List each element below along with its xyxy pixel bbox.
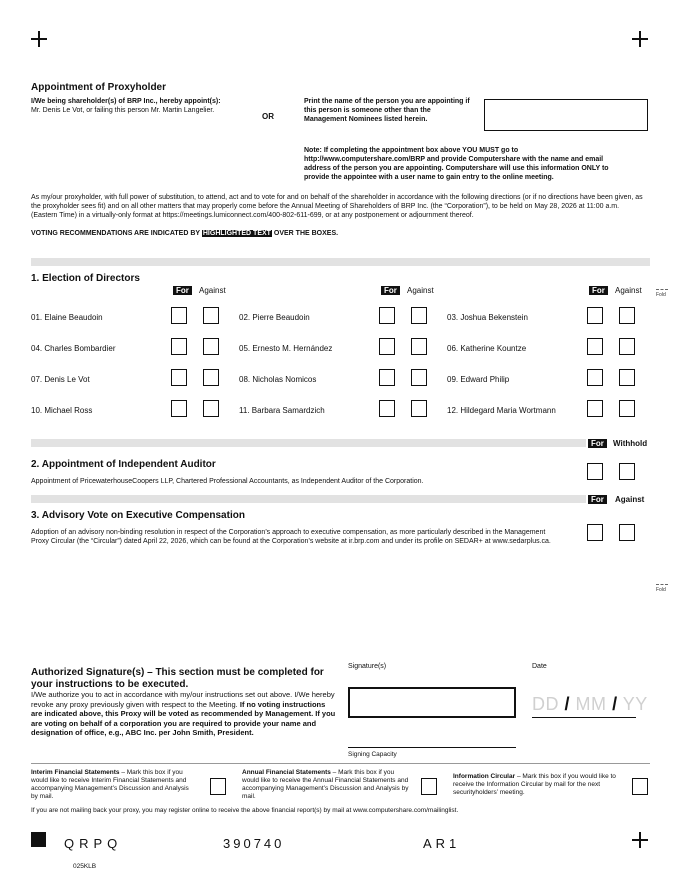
highlighted-text-sample: HIGHLIGHTED TEXT <box>202 230 271 237</box>
registration-mark-icon <box>31 31 47 47</box>
directors-for-header: For <box>173 286 192 295</box>
authority-text: As my/our proxyholder, with full power of substitution, to attend, act and to vote for and on behalf of the shareholder in accordance with the following directions (or if no directions have been given, as the proxyholder sees fit) and on all other matters that may properly come before the Annual Meeting of Shareholders of BRP Inc. (the “Corporation”), to be held on May 28, 2026 at 11:00 a.m. (Eastern Time) in a virtually-only format at https://meetings.lumiconnect.com/400-802-611-699, or at any postponement or adjournment thereof. <box>31 194 643 219</box>
interim-statements-checkbox[interactable] <box>210 778 226 795</box>
director-against-checkbox[interactable] <box>619 400 635 417</box>
form-code-middle: 390740 <box>223 836 285 851</box>
advisory-for-header: For <box>588 495 607 504</box>
directors-title: 1. Election of Directors <box>31 273 140 284</box>
advisory-for-checkbox[interactable] <box>587 524 603 541</box>
director-for-checkbox[interactable] <box>379 400 395 417</box>
director-name: 12. Hildegard Maria Wortmann <box>447 406 556 415</box>
directors-for-header: For <box>589 286 608 295</box>
appoint-text: I/We being shareholder(s) of BRP Inc., hereby appoint(s): <box>31 98 221 105</box>
section-divider <box>31 495 586 503</box>
director-against-checkbox[interactable] <box>619 338 635 355</box>
director-for-checkbox[interactable] <box>171 338 187 355</box>
voting-recommendations-note: VOTING RECOMMENDATIONS ARE INDICATED BY HIGHLIGHTED TEXT OVER THE BOXES. <box>31 230 339 237</box>
auditor-withhold-header: Withhold <box>613 439 648 448</box>
director-against-checkbox[interactable] <box>203 307 219 324</box>
director-name: 10. Michael Ross <box>31 406 93 415</box>
proxyholder-title: Appointment of Proxyholder <box>31 82 166 93</box>
director-for-checkbox[interactable] <box>379 369 395 386</box>
date-underline <box>532 717 636 718</box>
date-label: Date <box>532 663 547 670</box>
fold-marker: Fold <box>656 587 666 593</box>
advisory-against-checkbox[interactable] <box>619 524 635 541</box>
advisory-against-header: Against <box>615 495 645 504</box>
signing-capacity-label: Signing Capacity <box>348 751 397 758</box>
signature-field[interactable] <box>348 687 516 718</box>
advisory-title: 3. Advisory Vote on Executive Compensation <box>31 510 245 521</box>
director-against-checkbox[interactable] <box>203 338 219 355</box>
director-name: 02. Pierre Beaudoin <box>239 313 310 322</box>
director-for-checkbox[interactable] <box>379 307 395 324</box>
annual-statements-text: Annual Financial Statements – Mark this box if you would like to receive the Annual Financial Statements and accompanying Management’s Discussion and Analysis by mail. <box>242 769 409 800</box>
director-name: 05. Ernesto M. Hernández <box>239 344 333 353</box>
signing-capacity-line[interactable] <box>348 747 516 748</box>
information-circular-checkbox[interactable] <box>632 778 648 795</box>
director-for-checkbox[interactable] <box>171 400 187 417</box>
auditor-text: Appointment of PricewaterhouseCoopers LLP, Chartered Professional Accountants, as Independent Auditor of the Corporation. <box>31 478 424 485</box>
director-name: 11. Barbara Samardzich <box>239 406 325 415</box>
director-for-checkbox[interactable] <box>587 400 603 417</box>
date-field[interactable]: DD / MM / YY <box>532 694 648 714</box>
signature-authorization-text: I/We authorize you to act in accordance with my/our instructions set out above. I/We hereby revoke any proxy previously given with respect to the Meeting. If no voting instructions are indicated above, this Proxy will be voted as recommended by Management. If you are voting on behalf of a corporation you are required to provide your name and designation of office, e.g., ABC Inc. per John Smith, President. <box>31 690 336 737</box>
director-name: 08. Nicholas Nomicos <box>239 375 317 384</box>
director-for-checkbox[interactable] <box>171 369 187 386</box>
director-name: 06. Katherine Kountze <box>447 344 527 353</box>
director-name: 07. Denis Le Vot <box>31 375 90 384</box>
signature-label: Signature(s) <box>348 663 387 670</box>
director-for-checkbox[interactable] <box>171 307 187 324</box>
small-code: 025KLB <box>73 863 97 870</box>
directors-against-header: Against <box>407 286 434 295</box>
advisory-text: Adoption of an advisory non-binding resolution in respect of the Corporation’s approach to executive compensation, as more particularly described in the Management Proxy Circular (the “Circular”) dated April 22, 2026, which can be found at the Corporation’s website at ir.brp.com and under its profile on SEDAR+ at www.sedarplus.ca. <box>31 529 551 545</box>
director-name: 03. Joshua Bekenstein <box>447 313 528 322</box>
fold-marker: Fold <box>656 292 666 298</box>
registration-mark-icon <box>632 832 648 848</box>
information-circular-text: Information Circular – Mark this box if you would like to receive the Information Circular by mail for the next securityholders’ meeting. <box>453 773 616 796</box>
director-name: 01. Elaine Beaudoin <box>31 313 103 322</box>
divider <box>31 763 650 764</box>
form-code-right: AR1 <box>423 836 461 851</box>
director-against-checkbox[interactable] <box>203 369 219 386</box>
registration-mark-icon <box>632 31 648 47</box>
auditor-for-checkbox[interactable] <box>587 463 603 480</box>
director-name: 04. Charles Bombardier <box>31 344 116 353</box>
director-against-checkbox[interactable] <box>619 307 635 324</box>
director-for-checkbox[interactable] <box>379 338 395 355</box>
section-divider <box>31 258 650 266</box>
director-against-checkbox[interactable] <box>619 369 635 386</box>
corner-marker <box>31 832 46 847</box>
mailing-list-note: If you are not mailing back your proxy, you may register online to receive the above financial report(s) by mail at www.computershare.com/mailinglist. <box>31 807 459 814</box>
director-against-checkbox[interactable] <box>411 307 427 324</box>
print-name-instructions: Print the name of the person you are appointing if this person is someone other than the Management Nominees listed herein. <box>304 98 470 123</box>
director-against-checkbox[interactable] <box>411 400 427 417</box>
auditor-title: 2. Appointment of Independent Auditor <box>31 459 216 470</box>
annual-statements-checkbox[interactable] <box>421 778 437 795</box>
nominees-text: Mr. Denis Le Vot, or failing this person Mr. Martin Langelier. <box>31 107 215 114</box>
director-against-checkbox[interactable] <box>411 338 427 355</box>
director-against-checkbox[interactable] <box>411 369 427 386</box>
director-for-checkbox[interactable] <box>587 307 603 324</box>
signature-title: Authorized Signature(s) – This section must be completed for your instructions to be executed. <box>31 667 324 690</box>
director-against-checkbox[interactable] <box>203 400 219 417</box>
interim-statements-text: Interim Financial Statements – Mark this box if you would like to receive Interim Financial Statements and accompanying Management’s Discussion and Analysis by mail. <box>31 769 189 800</box>
or-label: OR <box>262 112 274 121</box>
section-divider <box>31 439 586 447</box>
director-name: 09. Edward Philip <box>447 375 510 384</box>
form-code-left: QRPQ <box>64 836 123 851</box>
auditor-for-header: For <box>588 439 607 448</box>
appointee-name-input[interactable] <box>484 99 648 131</box>
directors-against-header: Against <box>199 286 226 295</box>
directors-for-header: For <box>381 286 400 295</box>
directors-against-header: Against <box>615 286 642 295</box>
director-for-checkbox[interactable] <box>587 338 603 355</box>
auditor-withhold-checkbox[interactable] <box>619 463 635 480</box>
director-for-checkbox[interactable] <box>587 369 603 386</box>
appointment-note: Note: If completing the appointment box above YOU MUST go to http://www.computershare.com/BRP and provide Computershare with the name and email address of the person you are appointing. Computershare will use this information ONLY to provide the appointee with a user name to gain entry to the online meeting. <box>304 147 609 181</box>
